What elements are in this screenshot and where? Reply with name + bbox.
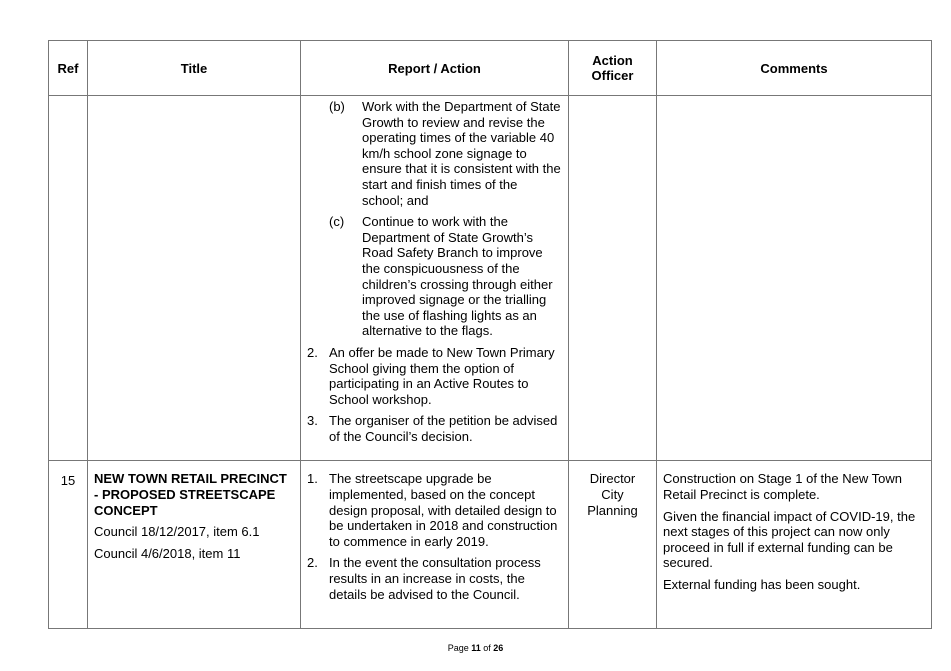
sub-item-text: Work with the Department of State Growth to review and revise the operating times of the variable 40 km/h school zone signage to ensure that it is consistent with the start and finish times of the school; and [362, 99, 561, 208]
numbered-item-label: 2. [307, 344, 318, 360]
cell-ref: 15 [49, 461, 88, 629]
council-reference: Council 18/12/2017, item 6.1 [94, 524, 260, 540]
cell-report-action [301, 96, 569, 461]
sub-item [307, 99, 562, 208]
cell-title [88, 96, 301, 461]
sub-item [307, 214, 562, 339]
header-officer-line2: Officer [591, 68, 634, 83]
cell-comments [657, 96, 932, 461]
numbered-item [307, 413, 562, 444]
header-officer-line1: Action [592, 53, 633, 68]
footer-page-total: 26 [493, 643, 504, 653]
comment-paragraph: Given the financial impact of COVID-19, the next stages of this project can now only proceed in full if external funding can be secured. [663, 508, 916, 571]
cell-action-officer [569, 96, 657, 461]
comment-paragraph: Construction on Stage 1 of the New Town Retail Precinct is complete. [663, 471, 902, 503]
numbered-item-text: The organiser of the petition be advised of the Council’s decision. [329, 413, 558, 444]
officer-line: City [601, 487, 624, 503]
numbered-item-text: In the event the consultation process results in an increase in costs, the details be advised to the Council. [329, 555, 541, 602]
numbered-item-label: 1. [307, 471, 318, 487]
numbered-item [307, 555, 562, 602]
council-reference: Council 4/6/2018, item 11 [94, 545, 241, 561]
cell-title [88, 461, 301, 629]
report-table [48, 40, 932, 629]
numbered-item-text: An offer be made to New Town Primary School giving them the option of participating in an Active Routes to School workshop. [329, 344, 555, 407]
numbered-item-text: The streetscape upgrade be implemented, based on the concept design proposal, with detailed design to be undertaken in 2018 and construction to commence in early 2019. [329, 471, 558, 549]
cell-action-officer [569, 461, 657, 629]
cell-comments [657, 461, 932, 629]
header-report-action: Report / Action [301, 41, 569, 96]
officer-line: Planning [587, 502, 638, 518]
table-row-15 [49, 461, 932, 629]
numbered-item [307, 345, 562, 407]
header-comments: Comments [657, 41, 932, 96]
table-row-continued [49, 96, 932, 461]
cell-ref [49, 96, 88, 461]
header-ref: Ref [49, 41, 88, 96]
header-action-officer [569, 41, 657, 96]
numbered-item-label: 2. [307, 555, 318, 571]
comment-paragraph: External funding has been sought. [663, 577, 861, 593]
sub-item-label: (c) [329, 214, 345, 230]
footer-page-number: 11 [471, 643, 481, 653]
header-row [49, 41, 932, 96]
footer-prefix: Page [447, 643, 472, 653]
numbered-item [307, 471, 562, 549]
sub-item-label: (b) [329, 99, 345, 114]
cell-report-action [301, 461, 569, 629]
page-footer [0, 643, 951, 653]
footer-of: of [480, 643, 494, 653]
item-title: NEW TOWN RETAIL PRECINCT - PROPOSED STREETSCAPE CONCEPT [94, 471, 287, 518]
sub-item-text: Continue to work with the Department of State Growth’s Road Safety Branch to improve the conspicuousness of the children’s crossing through either improved signage or the trialling the use of flashing lights as an alternative to the flags. [362, 214, 553, 339]
officer-line: Director [589, 471, 636, 487]
numbered-item-label: 3. [307, 413, 318, 429]
header-title: Title [88, 41, 301, 96]
